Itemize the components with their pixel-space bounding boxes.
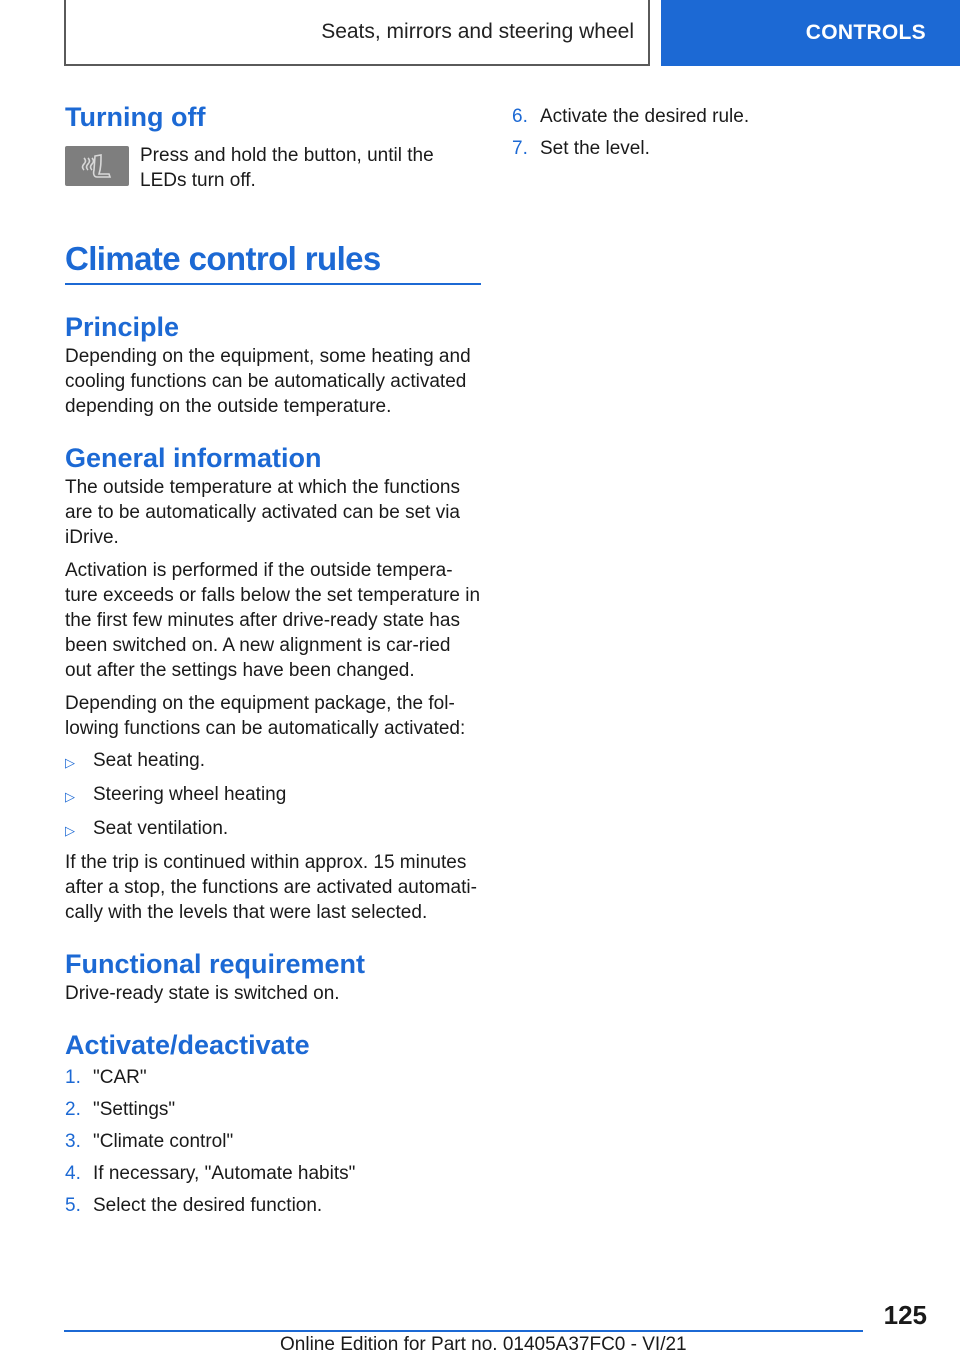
list-item: 6. Activate the desired rule. bbox=[512, 106, 750, 127]
list-item: 2. "Settings" bbox=[65, 1099, 176, 1120]
footer-rule bbox=[64, 1330, 863, 1332]
principle-text: Depending on the equipment, some heating and cooling functions can be automatically activated depending on the outside temperature. bbox=[65, 346, 471, 417]
turning-off-row bbox=[65, 143, 481, 193]
header-section-title: Seats, mirrors and steering wheel bbox=[321, 20, 634, 43]
list-item: ▷ Steering wheel heating bbox=[65, 782, 481, 809]
list-item: 7. Set the level. bbox=[512, 138, 650, 159]
header-chapter-title: CONTROLS bbox=[805, 21, 926, 44]
list-item: 5. Select the desired function. bbox=[65, 1195, 323, 1216]
list-item: ▷ Seat heating. bbox=[65, 748, 481, 775]
triangle-bullet-icon: ▷ bbox=[65, 755, 75, 770]
requirement-text: Drive-ready state is switched on. bbox=[65, 983, 340, 1004]
activate-steps-left bbox=[65, 1065, 481, 1218]
general-p1: The outside temperature at which the functions are to be automatically activated can be set via iDrive. bbox=[65, 477, 461, 548]
principle-heading: Principle bbox=[65, 312, 180, 342]
activate-steps-right bbox=[512, 104, 912, 161]
list-item: 4. If necessary, "Automate habits" bbox=[65, 1163, 356, 1184]
requirement-heading: Functional requirement bbox=[65, 949, 366, 979]
function-list bbox=[65, 748, 481, 843]
page-number: 125 bbox=[883, 1300, 927, 1330]
left-column bbox=[65, 100, 481, 1225]
header-chapter-tab bbox=[661, 0, 960, 66]
edition-text: Online Edition for Part no. 01405A37FC0 - VI/21 bbox=[280, 1334, 687, 1355]
right-column bbox=[512, 104, 912, 168]
list-item: 3. "Climate control" bbox=[65, 1131, 234, 1152]
triangle-bullet-icon: ▷ bbox=[65, 789, 75, 804]
list-item: ▷ Seat ventilation. bbox=[65, 816, 481, 843]
turning-off-heading: Turning off bbox=[65, 102, 206, 132]
general-p4: If the trip is continued within approx. 15 minutes after a stop, the functions are activated automati-cally with the levels that were last selected. bbox=[65, 852, 477, 923]
list-item: 1. "CAR" bbox=[65, 1067, 147, 1088]
seat-heating-button-icon bbox=[65, 146, 129, 186]
triangle-bullet-icon: ▷ bbox=[65, 823, 75, 838]
general-p3: Depending on the equipment package, the fol-lowing functions can be automatically activated: bbox=[65, 693, 466, 739]
general-heading: General information bbox=[65, 443, 322, 473]
turning-off-text: Press and hold the button, until the LEDs turn off. bbox=[140, 145, 434, 191]
title-rule bbox=[65, 283, 481, 285]
header-section-tab bbox=[64, 0, 650, 66]
climate-title: Climate control rules bbox=[65, 240, 381, 277]
general-p2: Activation is performed if the outside tempera-ture exceeds or falls below the set temperature in the first few minutes after drive-ready state has been switched on. A new alignment is car-ried out after the settings have been changed. bbox=[65, 560, 481, 681]
activate-heading: Activate/deactivate bbox=[65, 1030, 310, 1060]
